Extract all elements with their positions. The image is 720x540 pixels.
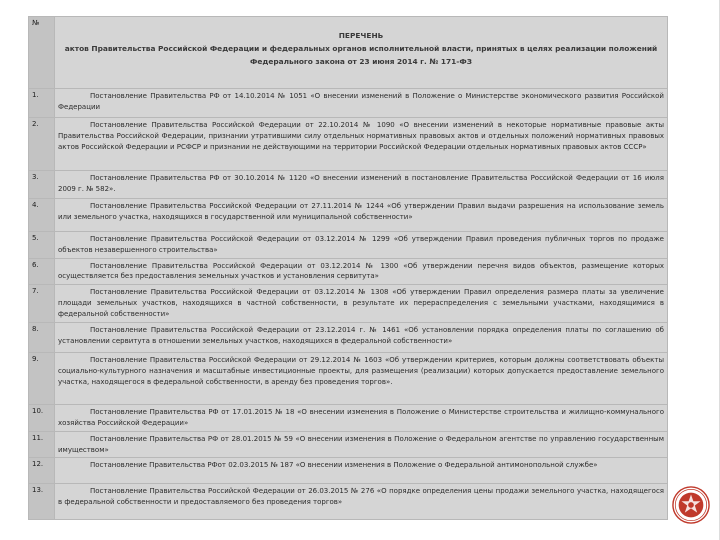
- row-text: Постановление Правительства Российской Федерации от 22.10.2014 № 1090 «О внесении изменений в некоторые нормативные правовые акты Правительства Российской Федерации, признании утратившими силу отдельных нормативных правовых актов и отдельных положений нормативных правовых актов Российской Федерации и РСФСР и признании не действующими на территории Российской Федерации отдельных нормативных правовых актов СССР»: [55, 118, 668, 171]
- row-text: Постановление Правительства Российской Федерации от 23.12.2014 г. № 1461 «Об установлении порядка определения платы по соглашению об установлении сервитута в отношении земельных участков, находящихся в федеральной собственности»: [55, 323, 668, 353]
- row-number: 7.: [29, 285, 55, 323]
- row-text: Постановление Правительства Российской Федерации от 27.11.2014 № 1244 «Об утверждении Правил выдачи разрешения на использование земель или земельного участка, находящихся в государственной или муниципальной собственности»: [55, 199, 668, 232]
- table-row: [29, 118, 668, 171]
- table-row: [29, 431, 668, 458]
- acts-table: [28, 16, 668, 520]
- row-text: Постановление Правительства Российской Федерации от 03.12.2014 № 1308 «Об утверждении Правил определения размера платы за увеличение площади земельных участков, находящихся в частной собственности, в результате их перераспределения с земельными участками, находящимися в федеральной собственности»: [55, 285, 668, 323]
- row-number: 3.: [29, 171, 55, 199]
- table-header-row: [29, 17, 668, 89]
- table-row: [29, 458, 668, 484]
- row-number: 5.: [29, 232, 55, 259]
- table-row: [29, 89, 668, 118]
- table-row: [29, 405, 668, 432]
- row-number: 9.: [29, 353, 55, 405]
- table-title: ПЕРЕЧЕНЬ: [338, 31, 384, 40]
- row-text: Постановление Правительства Российской Федерации от 26.03.2015 № 276 «О порядке определения цены продажи земельного участка, находящегося в федеральной собственности и предоставляемого без проведения торгов»: [55, 484, 668, 520]
- table-row: [29, 258, 668, 285]
- table-title-cell: [55, 17, 668, 89]
- row-number: 12.: [29, 458, 55, 484]
- row-number: 8.: [29, 323, 55, 353]
- table-row: [29, 323, 668, 353]
- row-text: Постановление Правительства Российской Федерации от 03.12.2014 № 1299 «Об утверждении Правил проведения публичных торгов по продаже объектов незавершенного строительства»: [55, 232, 668, 259]
- row-text: Постановление Правительства РФ от 14.10.2014 № 1051 «О внесении изменений в Положение о Министерстве экономического развития Российской Федерации: [55, 89, 668, 118]
- table-subtitle: актов Правительства Российской Федерации и федеральных органов исполнительной власти, принятых в целях реализации положений Федерального закона от 23 июня 2014 г. № 171-ФЗ: [64, 44, 658, 66]
- table-row: [29, 285, 668, 323]
- row-number: 1.: [29, 89, 55, 118]
- row-number: 13.: [29, 484, 55, 520]
- table-row: [29, 171, 668, 199]
- num-header: №: [29, 17, 55, 89]
- row-text: Постановление Правительства Российской Федерации от 29.12.2014 № 1603 «Об утверждении критериев, которым должны соответствовать объекты социально-культурного назначения и масштабные инвестиционные проекты, для размещения (реализации) которых допускается предоставление земельного участка, находящегося в федеральной собственности, в аренду без проведения торгов».: [55, 353, 668, 405]
- table-row: [29, 199, 668, 232]
- row-number: 11.: [29, 431, 55, 458]
- row-text: Постановление Правительства РФ от 28.01.2015 № 59 «О внесении изменения в Положение о Федеральном агентстве по управлению государственным имуществом»: [55, 431, 668, 458]
- row-number: 6.: [29, 258, 55, 285]
- table-row: [29, 484, 668, 520]
- row-text: Постановление Правительства РФот 02.03.2015 № 187 «О внесении изменения в Положение о Федеральной антимонопольной службе»: [55, 458, 668, 484]
- row-text: Постановление Правительства Российской Федерации от 03.12.2014 № 1300 «Об утверждении перечня видов объектов, размещение которых осуществляется без предоставления земельных участков и установления сервитута»: [55, 258, 668, 285]
- table-row: [29, 232, 668, 259]
- row-number: 4.: [29, 199, 55, 232]
- row-number: 2.: [29, 118, 55, 171]
- row-text: Постановление Правительства РФ от 30.10.2014 № 1120 «О внесении изменений в постановление Правительства Российской Федерации от 16 июля 2009 г. № 582».: [55, 171, 668, 199]
- table-row: [29, 353, 668, 405]
- row-number: 10.: [29, 405, 55, 432]
- red-emblem-icon: [672, 486, 710, 524]
- row-text: Постановление Правительства РФ от 17.01.2015 № 18 «О внесении изменения в Положение о Министерстве строительства и жилищно-коммунального хозяйства Российской Федерации»: [55, 405, 668, 432]
